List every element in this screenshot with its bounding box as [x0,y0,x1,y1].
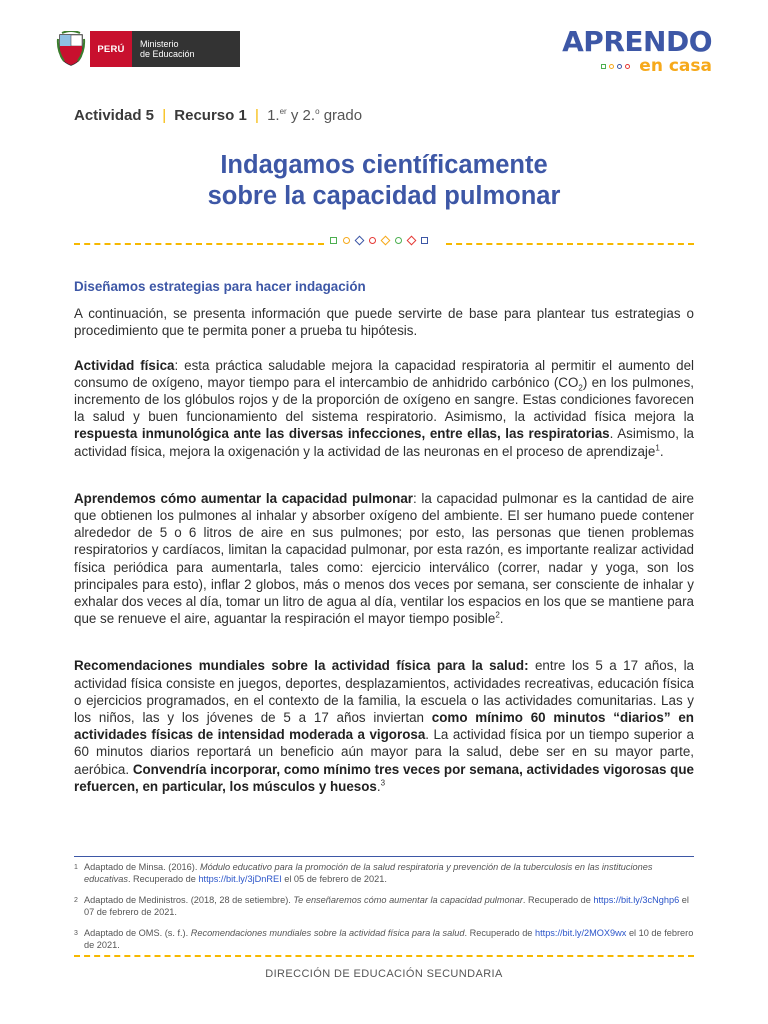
square-icon [421,237,428,244]
grade-mid: y 2. [286,107,316,124]
aprendo-en-casa-logo [562,25,712,76]
section-heading: Diseñamos estrategias para hacer indagación [74,279,366,294]
grade-end: grado [319,107,363,124]
ministry-logo [56,31,240,67]
footnote-ref: 3 [380,778,386,788]
footnote-text [84,862,694,885]
footnote-post: el 10 de febrero de 2021. [84,928,694,950]
footnote-number: 2 [74,897,78,904]
p1-text-end: . [659,443,664,459]
p3-text-end: . [376,778,381,794]
footnote-text [84,928,694,951]
ministry-line-1: Ministerio [140,38,179,49]
footnote-ref: 2 [495,610,500,620]
circle-icon [617,64,622,69]
p1-text-c: . Asimismo, la actividad física, mejora la oxigenación y la actividad de las neuronas en el proceso de aprendizaje [74,426,695,459]
paragraph-recomendaciones [74,657,694,795]
footnote-2 [74,895,694,918]
p1-bold-mid: respuesta inmunológica ante las diversas infecciones, entre ellas, las respiratorias [74,426,610,442]
main-content [74,278,694,812]
p3-text-a: entre los 5 a 17 años, la actividad física consiste en juegos, deportes, desplazamientos, actividades recreativas, educación física o ejercicios programados, en el contexto de la familia, la escuela o las actividades comunitarias. Las y los niños, las y los jóvenes de 5 a 17 años inviertan [74,658,694,726]
p1-bold-lead: Actividad física [74,357,175,373]
activity-line [74,107,362,124]
grade-first: 1. [267,107,280,124]
p3-text-b: . La actividad física por un tiempo superior a 60 minutos diarios reportará un beneficio aún mayor para la salud, debe ser en su mayor parte, aeróbica. [74,727,695,777]
footnote-text [84,895,694,918]
circle-icon [369,237,376,244]
diamond-icon [355,236,365,246]
footnote-post: el 07 de febrero de 2021. [84,895,689,917]
separator: | [255,107,259,124]
footnote-pre: Adaptado de Minsa. (2016). [84,862,200,872]
footnote-1 [74,862,694,885]
footnote-ref: 1 [655,443,660,453]
footnote-pre: Adaptado de Medinistros. (2018, 28 de setiembre). [84,895,294,905]
footer-rule [74,955,694,957]
p3-bold-mid: como mínimo 60 minutos “diarios” en actividades físicas de intensidad moderada a vigorosa [74,710,694,743]
p2-bold-lead: Aprendemos cómo aumentar la capacidad pulmonar [74,490,413,506]
resource-label: Recurso 1 [174,107,247,124]
footnote-mid: . Recuperado de [127,873,199,884]
circle-icon [395,237,402,244]
p1-text-a: : esta práctica saludable mejora la capacidad respiratoria al permitir el aumento del consumo de oxígeno, mayor tiempo para el intercambio de anhidrido carbónico (CO [74,357,695,390]
grade-sup-1: er [279,107,287,116]
peru-label: PERÚ [90,31,132,67]
grade-sup-2: o [315,107,320,116]
grade-label [267,107,362,124]
square-icon [601,64,606,69]
footnote-post: el 05 de febrero de 2021. [281,873,387,884]
p2-text-end: . [499,611,504,627]
footnote-link[interactable]: https://bit.ly/3cNghp6 [593,895,680,905]
p2-text: : la capacidad pulmonar es la cantidad de aire que obtienen los pulmones al inhalar y absorber oxígeno del ambiente. El ser humano puede contener alrededor de 5 o 6 litros de aire en sus pulmones; por esto, las personas que tienen problemas respiratorios y cardíacos, limitan la capacidad pulmonar, por esta razón, es importante realizar actividad física periódica para aumentarla, tales como: ejercicio interválico (correr, nadar y yoga, son los principales para esto), inflar 2 globos, más o menos dos veces por semana, ser consciente de inhalar y exhalar dos veces al día, tomar un litro de agua al día, ventilar los espacios en los que se mantiene para que se renueve el aire, aguantar la respiración el mayor tiempo posible [74,490,695,627]
footnote-number: 3 [74,930,78,937]
paragraph-capacidad-pulmonar [74,490,694,628]
footnotes [74,862,694,961]
footnote-link[interactable]: https://bit.ly/2MOX9wx [534,928,627,938]
square-icon [330,237,337,244]
footnote-pre: Adaptado de OMS. (s. f.). [84,928,191,938]
peru-coat-of-arms-icon [56,31,86,67]
paragraph-actividad-fisica [74,357,694,460]
brand-word: APRENDO [562,25,712,58]
page-title [0,150,768,212]
ministry-label [132,31,240,67]
title-line-2: sobre la capacidad pulmonar [207,182,561,210]
p1-subscript: 2 [578,383,583,393]
footnote-mid: . Recuperado de [522,895,594,905]
p3-bold-end: Convendría incorporar, como mínimo tres veces por semana, actividades vigorosas que refuercen, en particular, los músculos y huesos [74,761,694,794]
p1-text-b: ) en los pulmones, incremento de los glóbulos rojos y de la proporción de oxígeno en sangre. Estas condiciones favorecen la salud y buen funcionamiento del sistema respiratorio. Asimismo, la actividad física mejora la [74,374,694,425]
dashed-divider-left [74,243,324,245]
divider-shapes [330,237,428,244]
brand-subrow [562,58,712,75]
ministry-line-2: de Educación [140,49,195,59]
footnote-title: Módulo educativo para la promoción de la salud respiratoria y prevención de la tuberculosis en las instituciones educativas [84,862,653,884]
activity-label: Actividad 5 [74,107,155,124]
separator: | [162,107,167,124]
brand-sub: en casa [639,56,712,76]
footnote-mid: . Recuperado de [464,928,535,938]
intro-paragraph: A continuación, se presenta información que puede servirte de base para plantear tus estrategias o procedimiento que te permita poner a prueba tu hipótesis. [74,306,694,339]
circle-icon [625,64,630,69]
footnote-number: 1 [74,864,78,871]
circle-icon [343,237,350,244]
p3-bold-lead: Recomendaciones mundiales sobre la actividad física para la salud: [74,658,529,674]
title-line-1: Indagamos científicamente [220,151,548,179]
diamond-icon [407,236,417,246]
footnote-3 [74,928,694,951]
diamond-icon [381,236,391,246]
footnote-link[interactable]: https://bit.ly/3jDnREI [198,873,282,884]
circle-icon [609,64,614,69]
footnote-rule [74,856,694,857]
footnote-title: Te enseñaremos cómo aumentar la capacidad pulmonar [293,895,523,905]
footer-label: DIRECCIÓN DE EDUCACIÓN SECUNDARIA [265,968,503,980]
footnote-title: Recomendaciones mundiales sobre la actividad física para la salud [190,928,465,938]
dashed-divider-right [446,243,694,245]
